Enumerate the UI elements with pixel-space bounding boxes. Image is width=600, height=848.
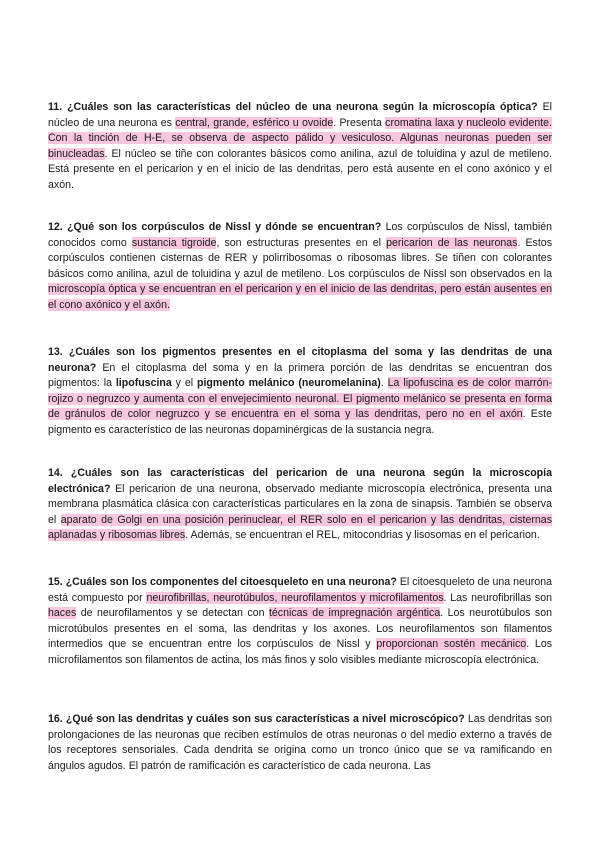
answer-text: El pericarion de una neurona, observado mediante microscopía electrónica, presenta una membrana plasmática clásica con características particulares en la zona de sinapsis. También se observa el [48,482,552,526]
answer-text: En el citoplasma del soma y en la primera porción de las dendritas se encuentran dos pigmentos: la [48,361,552,390]
highlighted-text: neurofibrillas, neurotúbulos, neurofilamentos y microfilamentos [146,591,444,604]
highlighted-text: microscopía óptica y se encuentran en el pericarion y en el inicio de las dendritas, pero están ausentes en el cono axónico y el axón. [48,283,552,311]
highlighted-text: aparato de Golgi en una posición perinuclear, el RER solo en el pericarion y las dendritas, cisternas aplanadas y ribosomas libres [48,513,552,542]
answer-text: . Las neurofibrillas son [443,591,552,604]
highlighted-text: sustancia tigroide [131,236,217,249]
question-block-13 [48,345,552,439]
highlighted-text: técnicas de impregnación argéntica [268,607,441,620]
highlighted-text: haces [48,607,77,620]
answer-text: . Además, se encuentran el REL, mitocondrias y lisosomas en el pericarion. [185,529,540,542]
question-block-15 [48,575,552,669]
highlighted-text: pericarion de las neuronas [386,236,518,249]
highlighted-text: cromatina laxa y nucleolo evidente. Con la tinción de H-E, se observa de aspecto pálido y vesiculoso. Algunas neuronas pueden ser binucleadas [48,116,552,160]
question-block-11 [48,100,552,194]
question-block-12 [48,220,552,314]
answer-text: . Estos corpúsculos contienen cisternas de RER y polirribosomas o ribosomas libres. Se tiñen con colorantes básicos como anilina, azul de toluidina y azul de metileno. Los corpúsculos de Nissl son observados en la [48,236,552,280]
highlighted-text: proporcionan sostén mecánico [376,638,527,651]
answer-text: El citoesqueleto de una neurona está compuesto por [48,576,552,604]
answer-text: de neurofilamentos y se detectan con [76,607,269,620]
question-block-14 [48,466,552,544]
answer-text: . El núcleo se tiñe con colorantes básicos como anilina, azul de toluidina y azul de metileno. Está presente en el pericarion y en el inicio de las dendritas, pero está ausente en el cono axónico y el axón. [48,147,552,191]
bold-term: pigmento melánico (neuromelanina) [197,377,381,390]
question-heading: 11. ¿Cuáles son las características del núcleo de una neurona según la microscopía óptica? [48,101,538,113]
question-heading: 12. ¿Qué son los corpúsculos de Nissl y dónde se encuentran? [48,221,382,233]
answer-text: . Este pigmento es característico de las neuronas dopaminérgicas de la sustancia negra. [48,408,552,436]
answer-text: El núcleo de una neurona es [48,101,552,129]
answer-text: . Los neurotúbulos son microtúbulos presentes en el soma, las dendritas y los axones. Los neurofilamentos son filamentos intermedios que se encuentran entre los corpúsculos de Nissl y [48,607,552,651]
bold-term: lipofuscina [115,377,172,390]
question-heading: 15. ¿Cuáles son los componentes del citoesqueleto en una neurona? [48,576,397,588]
answer-text: Las dendritas son prolongaciones de las neuronas que reciben estímulos de otras neuronas o del medio externo a través de los receptores sensoriales. Cada dendrita se origina como un tronco único que se va ramificando en ángulos agudos. El patrón de ramificación es característico de cada neurona. Las [48,713,553,772]
highlighted-text: central, grande, esférico u ovoide [175,116,334,129]
question-heading: 13. ¿Cuáles son los pigmentos presentes en el citoplasma del soma y las dendritas de una neurona? [48,346,552,374]
question-heading: 16. ¿Qué son las dendritas y cuáles son sus características a nivel microscópico? [48,713,465,725]
question-heading: 14. ¿Cuáles son las características del pericarion de una neurona según la microscopía electrónica? [48,467,552,495]
answer-text: . Presenta [333,116,386,129]
answer-text: y el [171,377,198,390]
answer-text: Los corpúsculos de Nissl, también conocidos como [48,221,552,249]
answer-text: . Los microfilamentos son filamentos de actina, los más finos y solo visibles mediante microscopía electrónica. [48,638,553,666]
highlighted-text: La lipofuscina es de color marrón-rojizo o negruzco y aumenta con el envejecimiento neuronal. El pigmento melánico se presenta en forma de gránulos de color negruzco y se encuentra en el soma y las dendritas, pero no en el axón [48,377,552,421]
answer-text: , son estructuras presentes en el [216,236,387,249]
question-block-16 [48,712,552,774]
answer-text: . [380,377,388,390]
